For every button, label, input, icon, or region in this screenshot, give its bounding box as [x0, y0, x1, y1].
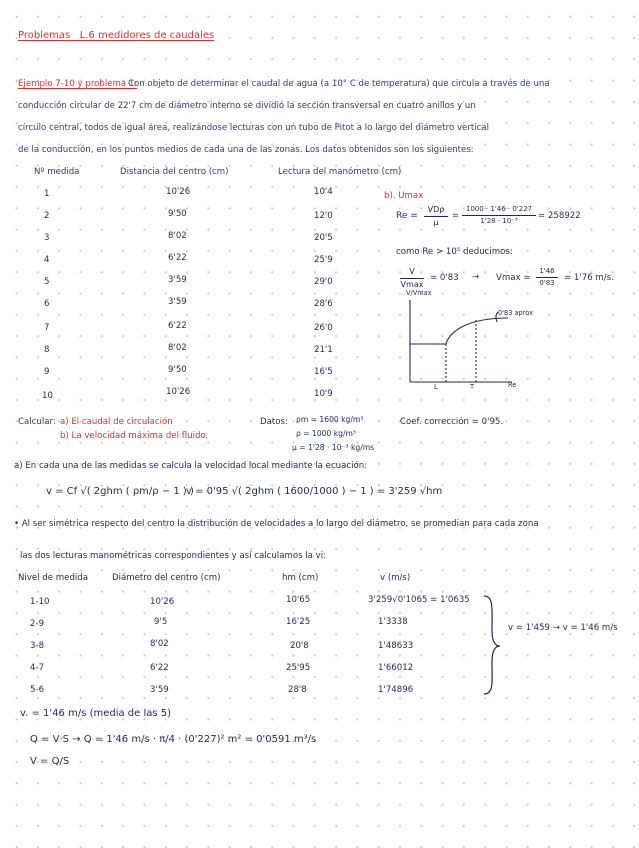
cell-diametro: 3'59 — [150, 685, 169, 695]
cell-nivel: 3-8 — [30, 641, 45, 651]
note-line-2: las dos lecturas manométricas correspondientes y así calculamos la vi: — [20, 551, 327, 561]
cell-medida: 2 — [44, 211, 50, 221]
cell-distancia: 6'22 — [168, 321, 187, 331]
cell-hm: 10'65 — [286, 595, 311, 605]
graph-y-label: V/Vmax — [406, 289, 432, 297]
dato-rho: ρ = 1000 kg/m³ — [296, 429, 356, 438]
cell-v: 1'74896 — [378, 685, 414, 695]
cell-distancia: 9'50 — [168, 365, 187, 375]
cell-diametro: 9'5 — [154, 617, 168, 627]
v-denominator: Vmax — [400, 280, 424, 289]
cell-hm: 16'25 — [286, 617, 311, 627]
final-mean-velocity: v. = 1'46 m/s (media de las 5) — [20, 708, 172, 719]
graph-label-t: T — [470, 383, 475, 391]
final-flow-equation: Q = V·S → Q = 1'46 m/s · π/4 · (0'227)² m² = 0'0591 m³/s — [30, 734, 317, 745]
cell-distancia: 9'50 — [168, 209, 187, 219]
table1-header-distancia: Distancia del centro (cm) — [120, 167, 229, 177]
umax-numerator: 1'46 — [539, 267, 555, 275]
re-equals: = — [452, 211, 460, 221]
cell-medida: 6 — [44, 299, 50, 309]
graph-label-l: L — [434, 383, 438, 391]
formula-velocity-values: v = 0'95 √( 2ghm ( 1600/1000 ) − 1 ) = 3'259 √hm — [186, 486, 443, 497]
cell-diametro: 6'22 — [150, 663, 169, 673]
cell-medida: 4 — [44, 255, 50, 265]
re-denominator-values: 1'28 · 10⁻³ — [480, 217, 518, 225]
cell-v: 1'3338 — [378, 617, 408, 627]
cell-lectura: 25'9 — [314, 255, 333, 265]
cell-lectura: 29'0 — [314, 277, 333, 287]
cell-hm: 25'95 — [286, 663, 311, 673]
umax-lhs: Vmax = — [496, 273, 531, 283]
cell-nivel: 2-9 — [30, 619, 45, 629]
table2-header-hm: hm (cm) — [282, 573, 319, 583]
cell-diametro: 8'02 — [150, 639, 169, 649]
graph-note: 0'83 aprox — [498, 309, 534, 317]
como-line: como Re > 10⁵ deducimos: — [396, 247, 513, 257]
umax-result: = 1'76 m/s. — [564, 273, 614, 283]
cell-distancia: 8'02 — [168, 343, 187, 353]
cell-distancia: 8'02 — [168, 231, 187, 241]
coef-correccion: Coef. corrección = 0'95. — [400, 417, 504, 427]
intro-label: Ejemplo 7-10 y problema 1: — [18, 79, 138, 89]
table2-header-diametro: Diámetro del centro (cm) — [112, 573, 221, 583]
cell-hm: 28'8 — [288, 685, 307, 695]
cell-distancia: 10'26 — [166, 187, 191, 197]
umax-denominator: 0'83 — [539, 279, 555, 287]
table1-header-lectura: Lectura del manómetro (cm) — [278, 167, 402, 177]
dato-rho-m: ρm = 1600 kg/m³ — [296, 415, 364, 424]
calcular-b: b) La velocidad máxima del fluido. — [60, 431, 209, 441]
cell-lectura: 28'6 — [314, 299, 333, 309]
datos-label: Datos: — [260, 417, 288, 427]
final-relation: V = Q/S — [30, 756, 70, 767]
v-numerator: V — [409, 267, 415, 276]
cell-lectura: 20'5 — [314, 233, 333, 243]
note-line-1: • Al ser simétrica respecto del centro la distribución de velocidades a lo largo del diámetro, se promedian para cada zona — [14, 519, 539, 529]
intro-line-1: Con objeto de determinar el caudal de agua (a 10° C de temperatura) que circula a través de una — [128, 79, 550, 89]
partb-label: b). Umax — [384, 191, 424, 201]
cell-v: 3'259√0'1065 = 1'0635 — [368, 595, 470, 605]
title-main: Problemas — [18, 30, 71, 41]
cell-medida: 9 — [44, 367, 50, 377]
cell-lectura: 12'0 — [314, 211, 333, 221]
cell-lectura: 10'4 — [314, 187, 333, 197]
cell-medida: 3 — [44, 233, 50, 243]
cell-medida: 8 — [44, 345, 50, 355]
calcular-a: a) El caudal de circulación — [60, 417, 173, 427]
cell-nivel: 5-6 — [30, 685, 45, 695]
table2-header-v: v (m/s) — [380, 573, 411, 583]
cell-hm: 20'8 — [290, 641, 309, 651]
cell-nivel: 1-10 — [30, 597, 50, 607]
parta-line: a) En cada una de las medidas se calcula la velocidad local mediante la ecuación: — [14, 461, 368, 471]
intro-line-3: círculo central, todos de igual área, realizándose lecturas con un tubo de Pitot a lo largo del diámetro vertical — [18, 123, 489, 133]
intro-line-4: de la conducción, en los puntos medios de cada una de las zonas. Los datos obtenidos son los siguientes: — [18, 145, 474, 155]
table2-result: v = 1'459 → v = 1'46 m/s — [508, 623, 618, 633]
cell-v: 1'48633 — [378, 641, 414, 651]
re-numerator-values: 1000 · 1'46 · 0'227 — [465, 205, 533, 213]
cell-lectura: 16'5 — [314, 367, 333, 377]
cell-medida: 7 — [44, 323, 50, 333]
cell-distancia: 10'26 — [166, 387, 191, 397]
arrow-icon: → — [472, 272, 480, 282]
cell-medida: 1 — [44, 189, 50, 199]
table1-header-medida: Nº medida — [34, 167, 80, 177]
dato-mu: μ = 1'28 · 10⁻³ kg/ms — [292, 443, 375, 452]
re-result: = 258922 — [538, 211, 581, 221]
cell-lectura: 26'0 — [314, 323, 333, 333]
re-lhs: Re = — [396, 211, 418, 221]
v-ratio-value: = 0'83 — [430, 273, 459, 283]
cell-medida: 5 — [44, 277, 50, 287]
cell-lectura: 21'1 — [314, 345, 333, 355]
cell-nivel: 4-7 — [30, 663, 45, 673]
re-denominator: μ — [433, 218, 439, 227]
cell-diametro: 10'26 — [150, 597, 175, 607]
cell-distancia: 3'59 — [168, 297, 187, 307]
cell-medida: 10 — [42, 391, 53, 401]
calcular-label: Calcular: — [18, 417, 56, 427]
cell-distancia: 6'22 — [168, 253, 187, 263]
table2-header-nivel: Nivel de medida — [18, 573, 89, 583]
cell-distancia: 3'59 — [168, 275, 187, 285]
graph-label-re: Re — [508, 381, 517, 389]
title-topic: L.6 medidores de caudales — [79, 30, 215, 41]
intro-line-2: conducción circular de 22'7 cm de diámetro interno se dividió la sección transversal en cuatro anillos y un — [18, 101, 476, 111]
re-numerator: VDρ — [427, 205, 445, 214]
cell-v: 1'66012 — [378, 663, 414, 673]
formula-velocity: v = Cf √( 2ghm ( ρm/ρ − 1 ) ) — [46, 486, 194, 497]
cell-lectura: 10'9 — [314, 389, 333, 399]
